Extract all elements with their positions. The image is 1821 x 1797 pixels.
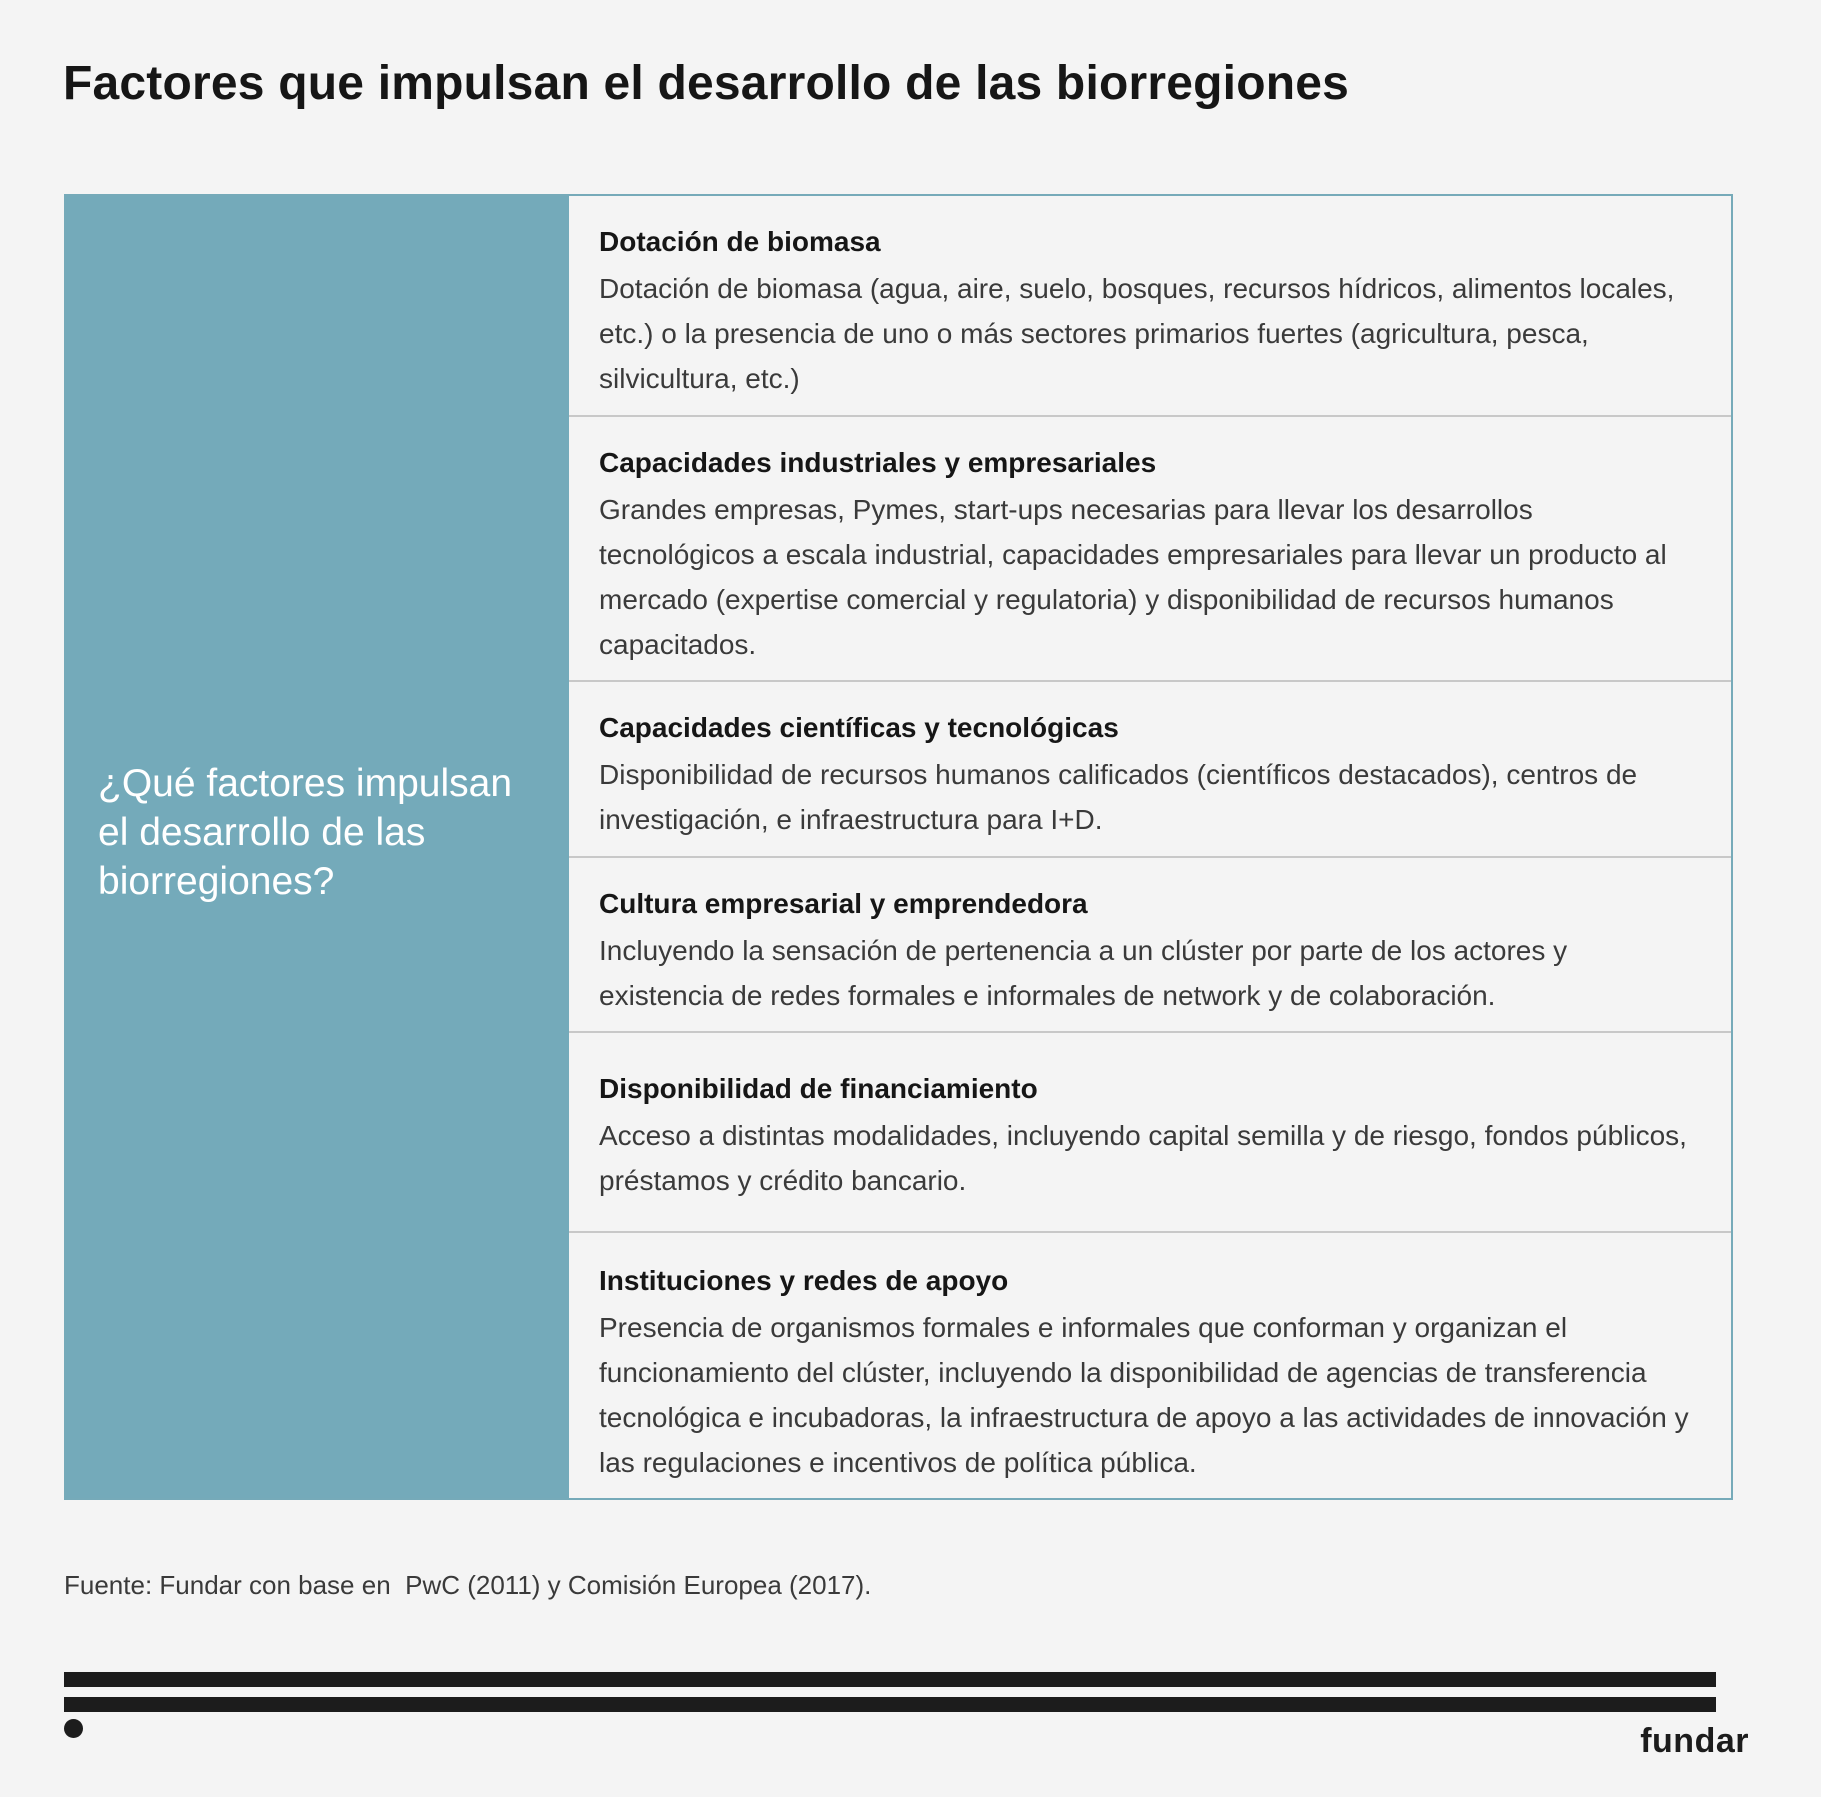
question-text: ¿Qué factores impulsan el desarrollo de las biorregiones? <box>98 761 513 903</box>
footer-dot-icon <box>64 1719 83 1738</box>
factor-title: Disponibilidad de financiamiento <box>599 1073 1038 1104</box>
factor-title: Cultura empresarial y emprendedora <box>599 888 1088 919</box>
factor-title: Instituciones y redes de apoyo <box>599 1265 1009 1296</box>
factor-biomass <box>569 196 1731 417</box>
factor-description: Disponibilidad de recursos humanos calificados (científicos destacados), centros de investigación, e infraestructura para I+D. <box>599 759 1638 835</box>
factors-table <box>64 194 1733 1500</box>
factor-scientific-capacities <box>569 682 1731 858</box>
factor-description: Dotación de biomasa (agua, aire, suelo, bosques, recursos hídricos, alimentos locales, etc.) o la presencia de uno o más sectores primarios fuertes (agricultura, pesca, silvicultura, etc.) <box>599 273 1675 394</box>
footer-rule-top <box>64 1672 1716 1687</box>
factor-entrepreneurial-culture <box>569 858 1731 1033</box>
factor-support-institutions <box>569 1233 1731 1498</box>
source-note: Fuente: Fundar con base en PwC (2011) y Comisión Europea (2017). <box>64 1570 872 1600</box>
factor-description: Presencia de organismos formales e informales que conforman y organizan el funcionamiento del clúster, incluyendo la disponibilidad de agencias de transferencia tecnológica e incubadoras, la infraestructura de apoyo a las actividades de innovación y las regulaciones e incentivos de política pública. <box>599 1312 1689 1478</box>
factor-description: Incluyendo la sensación de pertenencia a un clúster por parte de los actores y existencia de redes formales e informales de network y de colaboración. <box>599 935 1568 1011</box>
footer-rule-bottom <box>64 1697 1716 1712</box>
factor-description: Grandes empresas, Pymes, start-ups necesarias para llevar los desarrollos tecnológicos a escala industrial, capacidades empresariales para llevar un producto al mercado (expertise comercial y regulatoria) y disponibilidad de recursos humanos capacitados. <box>599 494 1667 660</box>
factor-title: Capacidades científicas y tecnológicas <box>599 712 1119 743</box>
factor-financing <box>569 1033 1731 1233</box>
factor-description: Acceso a distintas modalidades, incluyendo capital semilla y de riesgo, fondos públicos, préstamos y crédito bancario. <box>599 1120 1687 1196</box>
fundar-logo: fundar <box>1640 1722 1749 1760</box>
factor-industrial-capacities <box>569 417 1731 682</box>
factor-title: Dotación de biomasa <box>599 226 881 257</box>
question-panel <box>66 196 569 1498</box>
factors-list <box>569 196 1731 1498</box>
factor-title: Capacidades industriales y empresariales <box>599 447 1157 478</box>
page-title: Factores que impulsan el desarrollo de las biorregiones <box>63 57 1350 110</box>
